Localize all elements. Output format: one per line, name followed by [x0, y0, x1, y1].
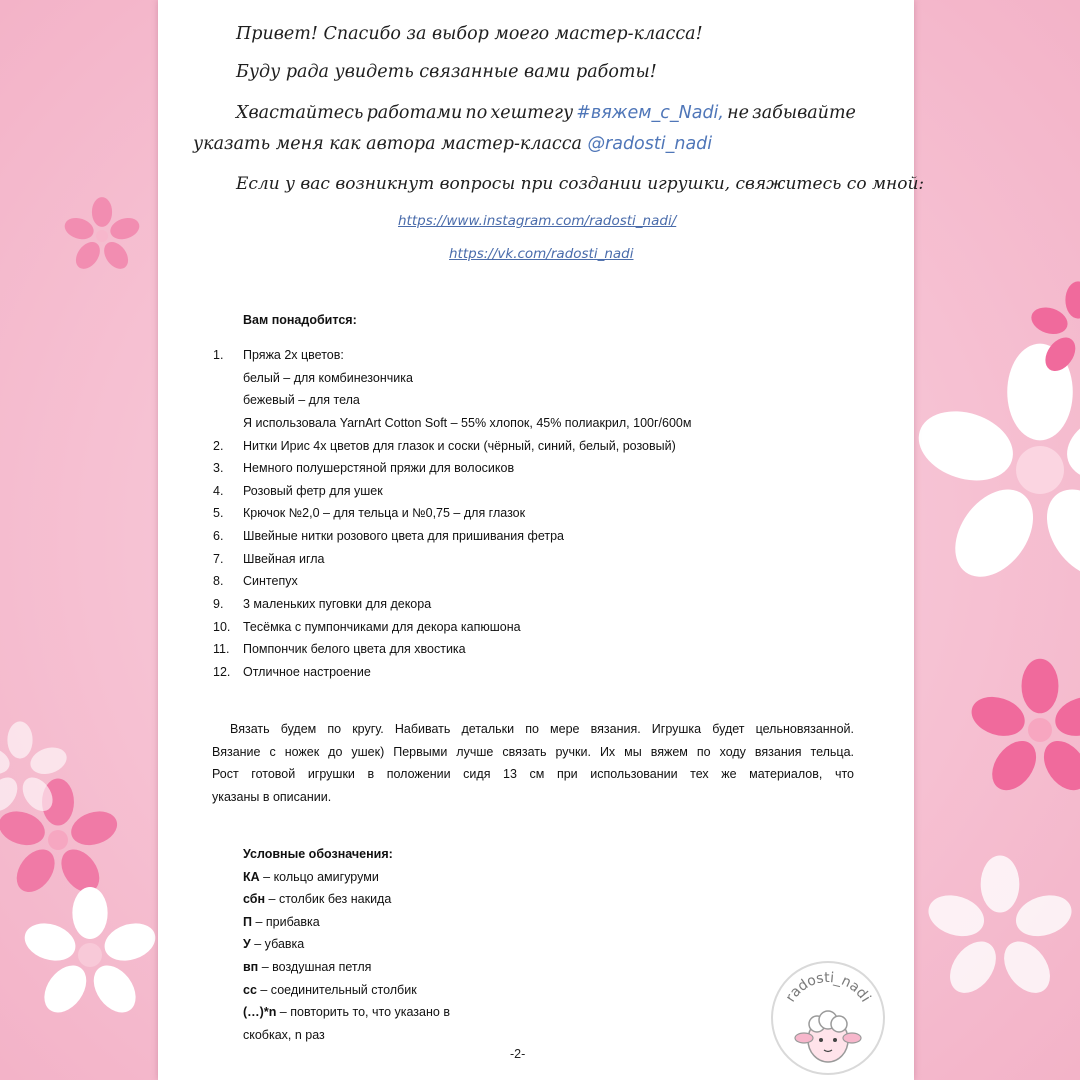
legend-row: (…)*n – повторить то, что указано в — [243, 1005, 450, 1020]
hashtag-line: Хвастайтесь работами по хештегу #вяжем_с_Nadi, не забывайте — [236, 103, 856, 123]
list-item: 1. Пряжа 2х цветов: — [213, 348, 344, 362]
legend-row: сс – соединительный столбик — [243, 982, 417, 997]
list-item: Я использовала YarnArt Cotton Soft – 55% хлопок, 45% полиакрил, 100г/600м — [243, 415, 692, 430]
list-item: белый – для комбинезончика — [243, 370, 413, 385]
author-handle-link[interactable]: @radosti_nadi — [587, 134, 713, 154]
list-item: 6. Швейные нитки розового цвета для пришивания фетра — [213, 529, 564, 544]
list-item: 3. Немного полушерстяной пряжи для волосиков — [213, 461, 515, 476]
greeting-line: Привет! Спасибо за выбор моего мастер-класса! — [236, 24, 703, 44]
legend-row: У – убавка — [243, 937, 305, 952]
legend-row: П – прибавка — [243, 914, 320, 929]
list-item: 4. Розовый фетр для ушек — [213, 483, 383, 498]
intro-paragraph: Вязать будем по кругу. Набивать детальки по мере вязания. Игрушка будет цельновязанной. Вязание с ножек до ушек) Первыми лучше связать ручки. Их мы вяжем по ходу вязания тельца. Рост готовой игрушки в положении сидя 13 см при использовании тех же материалов, что указаны в описании. — [212, 722, 854, 804]
contact-line: Если у вас возникнут вопросы при создании игрушки, свяжитесь со мной: — [236, 174, 925, 194]
svg-text:radosti_nadi: radosti_nadi — [782, 969, 874, 1006]
instagram-link[interactable]: https://www.instagram.com/radosti_nadi/ — [398, 213, 677, 229]
list-item: 5. Крючок №2,0 – для тельца и №0,75 – для глазок — [213, 506, 526, 521]
hashtag-link[interactable]: #вяжем_с_Nadi, — [576, 103, 724, 123]
invite-line: Буду рада увидеть связанные вами работы! — [236, 62, 657, 82]
legend-row: вп – воздушная петля — [243, 959, 372, 974]
legend-heading: Условные обозначения: — [243, 847, 393, 861]
page-number: -2- — [510, 1047, 526, 1061]
legend-row: сбн – столбик без накида — [243, 892, 392, 907]
list-item: 2. Нитки Ирис 4х цветов для глазок и соски (чёрный, синий, белый, розовый) — [213, 438, 676, 453]
list-item: 11. Помпончик белого цвета для хвостика — [213, 642, 466, 657]
vk-link[interactable]: https://vk.com/radosti_nadi — [449, 246, 634, 262]
list-item: 10. Тесёмка с пумпончиками для декора капюшона — [213, 619, 521, 634]
radosti-nadi-logo — [770, 960, 886, 1076]
list-item: бежевый – для тела — [243, 393, 360, 408]
list-item: 8. Синтепух — [213, 574, 298, 589]
list-item: 12. Отличное настроение — [213, 664, 371, 679]
materials-heading: Вам понадобится: — [243, 313, 357, 327]
legend-continuation: скобках, n раз — [243, 1027, 325, 1042]
abbreviations-legend — [243, 843, 543, 1046]
legend-row: КА – кольцо амигуруми — [243, 869, 379, 884]
author-line: указать меня как автора мастер-класса @radosti_nadi — [193, 134, 713, 154]
list-item: 7. Швейная игла — [213, 551, 325, 566]
list-item: 9. 3 маленьких пуговки для декора — [213, 597, 432, 612]
materials-list — [213, 344, 853, 684]
